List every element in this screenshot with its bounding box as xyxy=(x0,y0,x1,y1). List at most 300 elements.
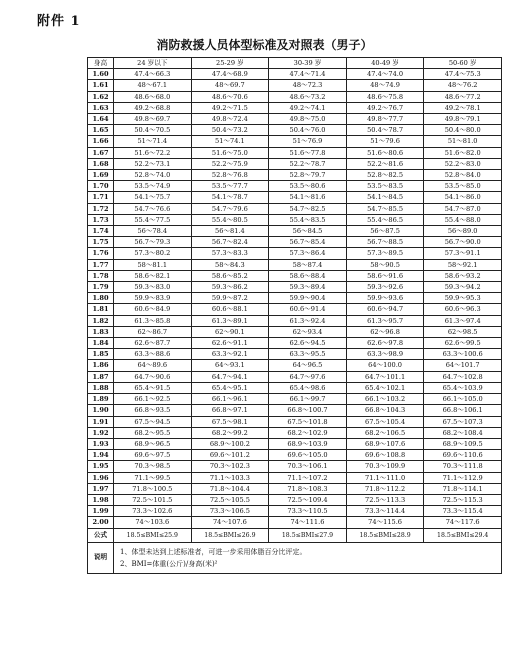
table-row xyxy=(88,181,502,192)
table-row xyxy=(88,80,502,91)
table-row xyxy=(88,427,502,438)
table-row xyxy=(88,69,502,80)
weight-range-cell: 65.4～102.1 xyxy=(346,382,424,393)
notes-row xyxy=(88,542,502,573)
table-row xyxy=(88,360,502,371)
weight-range-cell: 59.9～87.2 xyxy=(191,293,269,304)
table-row xyxy=(88,416,502,427)
weight-range-cell: 66.1～105.0 xyxy=(424,394,502,405)
weight-range-cell: 50.4～80.0 xyxy=(424,125,502,136)
weight-range-cell: 66.8～106.1 xyxy=(424,405,502,416)
weight-range-cell: 71.8～100.5 xyxy=(114,483,192,494)
weight-range-cell: 60.6～96.3 xyxy=(424,304,502,315)
weight-range-cell: 52.2～78.7 xyxy=(269,158,347,169)
weight-range-cell: 62.6～99.5 xyxy=(424,338,502,349)
weight-range-cell: 54.1～86.0 xyxy=(424,192,502,203)
weight-range-cell: 54.1～84.5 xyxy=(346,192,424,203)
weight-range-cell: 58～90.5 xyxy=(346,259,424,270)
height-cell: 1.85 xyxy=(88,349,114,360)
table-row xyxy=(88,349,502,360)
weight-range-cell: 48.6～73.2 xyxy=(269,91,347,102)
weight-range-cell: 68.9～103.9 xyxy=(269,438,347,449)
weight-range-cell: 47.4～74.0 xyxy=(346,69,424,80)
weight-range-cell: 59.9～93.6 xyxy=(346,293,424,304)
weight-range-cell: 62.6～97.8 xyxy=(346,338,424,349)
height-cell: 1.78 xyxy=(88,270,114,281)
weight-range-cell: 67.5～94.5 xyxy=(114,416,192,427)
table-row xyxy=(88,102,502,113)
height-cell: 1.99 xyxy=(88,506,114,517)
weight-range-cell: 64～100.0 xyxy=(346,360,424,371)
table-row xyxy=(88,214,502,225)
height-cell: 1.63 xyxy=(88,102,114,113)
weight-range-cell: 70.3～106.1 xyxy=(269,461,347,472)
weight-range-cell: 60.6～88.1 xyxy=(191,304,269,315)
weight-range-cell: 74～103.6 xyxy=(114,517,192,528)
header-age-25-29: 25-29 岁 xyxy=(191,58,269,69)
table-row xyxy=(88,237,502,248)
weight-range-cell: 64～89.6 xyxy=(114,360,192,371)
body-standard-table xyxy=(87,57,502,574)
weight-range-cell: 68.9～109.5 xyxy=(424,438,502,449)
table-row xyxy=(88,158,502,169)
weight-range-cell: 67.5～107.3 xyxy=(424,416,502,427)
formula-row xyxy=(88,528,502,542)
table-row xyxy=(88,326,502,337)
height-cell: 1.65 xyxy=(88,125,114,136)
weight-range-cell: 64.7～101.1 xyxy=(346,371,424,382)
height-cell: 1.96 xyxy=(88,472,114,483)
weight-range-cell: 60.6～84.9 xyxy=(114,304,192,315)
height-cell: 1.93 xyxy=(88,438,114,449)
height-cell: 1.86 xyxy=(88,360,114,371)
formula-cell: 18.5≤BMI≤25.9 xyxy=(114,528,192,542)
weight-range-cell: 55.4～77.5 xyxy=(114,214,192,225)
weight-range-cell: 47.4～66.3 xyxy=(114,69,192,80)
weight-range-cell: 62.6～91.1 xyxy=(191,338,269,349)
height-cell: 1.74 xyxy=(88,226,114,237)
table-row xyxy=(88,315,502,326)
height-cell: 1.67 xyxy=(88,147,114,158)
weight-range-cell: 74～117.6 xyxy=(424,517,502,528)
weight-range-cell: 69.6～101.2 xyxy=(191,450,269,461)
weight-range-cell: 73.3～115.4 xyxy=(424,506,502,517)
weight-range-cell: 68.9～107.6 xyxy=(346,438,424,449)
weight-range-cell: 51～81.0 xyxy=(424,136,502,147)
weight-range-cell: 49.2～68.8 xyxy=(114,102,192,113)
height-cell: 1.90 xyxy=(88,405,114,416)
weight-range-cell: 66.8～93.5 xyxy=(114,405,192,416)
weight-range-cell: 71.1～103.3 xyxy=(191,472,269,483)
table-row xyxy=(88,282,502,293)
height-cell: 1.76 xyxy=(88,248,114,259)
weight-range-cell: 58.6～82.1 xyxy=(114,270,192,281)
weight-range-cell: 73.3～114.4 xyxy=(346,506,424,517)
weight-range-cell: 51.6～77.8 xyxy=(269,147,347,158)
height-cell: 1.88 xyxy=(88,382,114,393)
table-row xyxy=(88,438,502,449)
weight-range-cell: 59.3～94.2 xyxy=(424,282,502,293)
weight-range-cell: 51.6～75.0 xyxy=(191,147,269,158)
weight-range-cell: 63.3～95.5 xyxy=(269,349,347,360)
weight-range-cell: 59.3～92.6 xyxy=(346,282,424,293)
weight-range-cell: 52.8～79.7 xyxy=(269,170,347,181)
weight-range-cell: 49.2～78.1 xyxy=(424,102,502,113)
weight-range-cell: 52.2～75.9 xyxy=(191,158,269,169)
weight-range-cell: 54.7～76.6 xyxy=(114,203,192,214)
weight-range-cell: 56～84.5 xyxy=(269,226,347,237)
weight-range-cell: 61.3～85.8 xyxy=(114,315,192,326)
table-row xyxy=(88,450,502,461)
height-cell: 1.64 xyxy=(88,114,114,125)
weight-range-cell: 62～90.1 xyxy=(191,326,269,337)
weight-range-cell: 64.7～90.6 xyxy=(114,371,192,382)
weight-range-cell: 72.5～109.4 xyxy=(269,494,347,505)
weight-range-cell: 64～96.5 xyxy=(269,360,347,371)
header-age-under-24: 24 岁以下 xyxy=(114,58,192,69)
height-cell: 1.72 xyxy=(88,203,114,214)
weight-range-cell: 65.4～91.5 xyxy=(114,382,192,393)
weight-range-cell: 71.8～104.4 xyxy=(191,483,269,494)
weight-range-cell: 68.9～96.5 xyxy=(114,438,192,449)
weight-range-cell: 65.4～95.1 xyxy=(191,382,269,393)
header-age-50-60: 50-60 岁 xyxy=(424,58,502,69)
formula-cell: 18.5≤BMI≤29.4 xyxy=(424,528,502,542)
weight-range-cell: 73.3～106.5 xyxy=(191,506,269,517)
weight-range-cell: 50.4～76.0 xyxy=(269,125,347,136)
table-header-row xyxy=(88,58,502,69)
weight-range-cell: 48～69.7 xyxy=(191,80,269,91)
weight-range-cell: 66.1～99.7 xyxy=(269,394,347,405)
weight-range-cell: 61.3～92.4 xyxy=(269,315,347,326)
weight-range-cell: 68.2～108.4 xyxy=(424,427,502,438)
weight-range-cell: 50.4～73.2 xyxy=(191,125,269,136)
weight-range-cell: 52.2～73.1 xyxy=(114,158,192,169)
table-row xyxy=(88,203,502,214)
height-cell: 1.70 xyxy=(88,181,114,192)
weight-range-cell: 56.7～79.3 xyxy=(114,237,192,248)
weight-range-cell: 62.6～87.7 xyxy=(114,338,192,349)
table-row xyxy=(88,226,502,237)
weight-range-cell: 58～81.1 xyxy=(114,259,192,270)
formula-cell: 18.5≤BMI≤26.9 xyxy=(191,528,269,542)
weight-range-cell: 54.1～75.7 xyxy=(114,192,192,203)
height-cell: 1.98 xyxy=(88,494,114,505)
weight-range-cell: 61.3～89.1 xyxy=(191,315,269,326)
table-body xyxy=(88,69,502,528)
weight-range-cell: 54.7～82.5 xyxy=(269,203,347,214)
height-cell: 1.71 xyxy=(88,192,114,203)
table-row xyxy=(88,472,502,483)
weight-range-cell: 48～76.2 xyxy=(424,80,502,91)
weight-range-cell: 59.3～89.4 xyxy=(269,282,347,293)
weight-range-cell: 54.7～85.5 xyxy=(346,203,424,214)
table-row xyxy=(88,338,502,349)
table-row xyxy=(88,394,502,405)
weight-range-cell: 47.4～68.9 xyxy=(191,69,269,80)
table-row xyxy=(88,248,502,259)
weight-range-cell: 62～93.4 xyxy=(269,326,347,337)
weight-range-cell: 59.3～83.0 xyxy=(114,282,192,293)
formula-cell: 18.5≤BMI≤28.9 xyxy=(346,528,424,542)
weight-range-cell: 64.7～97.6 xyxy=(269,371,347,382)
weight-range-cell: 68.2～95.5 xyxy=(114,427,192,438)
weight-range-cell: 61.3～95.7 xyxy=(346,315,424,326)
weight-range-cell: 51.6～72.2 xyxy=(114,147,192,158)
weight-range-cell: 69.6～105.0 xyxy=(269,450,347,461)
weight-range-cell: 71.8～112.2 xyxy=(346,483,424,494)
weight-range-cell: 50.4～70.5 xyxy=(114,125,192,136)
height-cell: 1.87 xyxy=(88,371,114,382)
weight-range-cell: 56.7～85.4 xyxy=(269,237,347,248)
weight-range-cell: 51～74.1 xyxy=(191,136,269,147)
weight-range-cell: 58～87.4 xyxy=(269,259,347,270)
weight-range-cell: 71.1～99.5 xyxy=(114,472,192,483)
weight-range-cell: 55.4～83.5 xyxy=(269,214,347,225)
weight-range-cell: 49.2～76.7 xyxy=(346,102,424,113)
weight-range-cell: 52.2～81.6 xyxy=(346,158,424,169)
weight-range-cell: 68.2～102.9 xyxy=(269,427,347,438)
weight-range-cell: 63.3～92.1 xyxy=(191,349,269,360)
weight-range-cell: 54.7～87.0 xyxy=(424,203,502,214)
table-row xyxy=(88,125,502,136)
weight-range-cell: 73.3～110.5 xyxy=(269,506,347,517)
weight-range-cell: 56～87.5 xyxy=(346,226,424,237)
table-row xyxy=(88,91,502,102)
weight-range-cell: 53.5～85.0 xyxy=(424,181,502,192)
table-row xyxy=(88,483,502,494)
document-title: 消防救援人员体型标准及对照表（男子） xyxy=(156,38,373,52)
weight-range-cell: 68.9～100.2 xyxy=(191,438,269,449)
weight-range-cell: 47.4～71.4 xyxy=(269,69,347,80)
weight-range-cell: 68.2～99.2 xyxy=(191,427,269,438)
table-row xyxy=(88,147,502,158)
weight-range-cell: 52.8～74.0 xyxy=(114,170,192,181)
weight-range-cell: 74～115.6 xyxy=(346,517,424,528)
weight-range-cell: 49.8～69.7 xyxy=(114,114,192,125)
table-row xyxy=(88,192,502,203)
weight-range-cell: 56～78.4 xyxy=(114,226,192,237)
weight-range-cell: 48～67.1 xyxy=(114,80,192,91)
weight-range-cell: 71.8～114.1 xyxy=(424,483,502,494)
header-age-30-39: 30-39 岁 xyxy=(269,58,347,69)
weight-range-cell: 48.6～77.2 xyxy=(424,91,502,102)
weight-range-cell: 72.5～113.3 xyxy=(346,494,424,505)
weight-range-cell: 53.5～83.5 xyxy=(346,181,424,192)
table-row xyxy=(88,114,502,125)
formula-cell: 18.5≤BMI≤27.9 xyxy=(269,528,347,542)
weight-range-cell: 71.1～111.0 xyxy=(346,472,424,483)
height-cell: 1.75 xyxy=(88,237,114,248)
weight-range-cell: 51.6～82.0 xyxy=(424,147,502,158)
table-row xyxy=(88,259,502,270)
weight-range-cell: 56.7～90.0 xyxy=(424,237,502,248)
weight-range-cell: 59.9～95.3 xyxy=(424,293,502,304)
weight-range-cell: 67.5～98.1 xyxy=(191,416,269,427)
weight-range-cell: 49.8～79.1 xyxy=(424,114,502,125)
height-cell: 1.79 xyxy=(88,282,114,293)
weight-range-cell: 48.6～75.8 xyxy=(346,91,424,102)
weight-range-cell: 51～79.6 xyxy=(346,136,424,147)
weight-range-cell: 58.6～88.4 xyxy=(269,270,347,281)
weight-range-cell: 47.4～75.3 xyxy=(424,69,502,80)
weight-range-cell: 57.3～91.1 xyxy=(424,248,502,259)
weight-range-cell: 62.6～94.5 xyxy=(269,338,347,349)
table-row xyxy=(88,506,502,517)
weight-range-cell: 55.4～88.0 xyxy=(424,214,502,225)
table-row xyxy=(88,293,502,304)
height-cell: 1.66 xyxy=(88,136,114,147)
weight-range-cell: 57.3～89.5 xyxy=(346,248,424,259)
weight-range-cell: 58.6～91.6 xyxy=(346,270,424,281)
weight-range-cell: 54.1～81.6 xyxy=(269,192,347,203)
weight-range-cell: 67.5～101.8 xyxy=(269,416,347,427)
weight-range-cell: 56～81.4 xyxy=(191,226,269,237)
height-cell: 2.00 xyxy=(88,517,114,528)
weight-range-cell: 58.6～85.2 xyxy=(191,270,269,281)
weight-range-cell: 62～96.8 xyxy=(346,326,424,337)
table-row xyxy=(88,494,502,505)
weight-range-cell: 48～74.9 xyxy=(346,80,424,91)
weight-range-cell: 49.8～75.0 xyxy=(269,114,347,125)
weight-range-cell: 49.8～77.7 xyxy=(346,114,424,125)
table-row xyxy=(88,270,502,281)
table-row xyxy=(88,405,502,416)
weight-range-cell: 48.6～68.0 xyxy=(114,91,192,102)
weight-range-cell: 65.4～98.6 xyxy=(269,382,347,393)
height-cell: 1.80 xyxy=(88,293,114,304)
weight-range-cell: 63.3～88.6 xyxy=(114,349,192,360)
weight-range-cell: 54.1～78.7 xyxy=(191,192,269,203)
weight-range-cell: 63.3～98.9 xyxy=(346,349,424,360)
formula-label: 公式 xyxy=(88,528,114,542)
weight-range-cell: 65.4～103.9 xyxy=(424,382,502,393)
weight-range-cell: 51.6～80.6 xyxy=(346,147,424,158)
weight-range-cell: 53.5～77.7 xyxy=(191,181,269,192)
table-row xyxy=(88,517,502,528)
weight-range-cell: 70.3～111.8 xyxy=(424,461,502,472)
weight-range-cell: 56.7～82.4 xyxy=(191,237,269,248)
weight-range-cell: 72.5～101.5 xyxy=(114,494,192,505)
weight-range-cell: 64.7～94.1 xyxy=(191,371,269,382)
height-cell: 1.84 xyxy=(88,338,114,349)
weight-range-cell: 70.3～102.3 xyxy=(191,461,269,472)
weight-range-cell: 49.8～72.4 xyxy=(191,114,269,125)
weight-range-cell: 62～86.7 xyxy=(114,326,192,337)
table-row xyxy=(88,382,502,393)
table-row xyxy=(88,304,502,315)
weight-range-cell: 51～71.4 xyxy=(114,136,192,147)
weight-range-cell: 66.8～104.3 xyxy=(346,405,424,416)
height-cell: 1.62 xyxy=(88,91,114,102)
weight-range-cell: 66.8～97.1 xyxy=(191,405,269,416)
height-cell: 1.69 xyxy=(88,170,114,181)
weight-range-cell: 56.7～88.5 xyxy=(346,237,424,248)
weight-range-cell: 49.2～74.1 xyxy=(269,102,347,113)
weight-range-cell: 74～111.6 xyxy=(269,517,347,528)
weight-range-cell: 54.7～79.6 xyxy=(191,203,269,214)
weight-range-cell: 48～72.3 xyxy=(269,80,347,91)
weight-range-cell: 55.4～86.5 xyxy=(346,214,424,225)
header-age-40-49: 40-49 岁 xyxy=(346,58,424,69)
weight-range-cell: 69.6～97.5 xyxy=(114,450,192,461)
weight-range-cell: 71.1～112.9 xyxy=(424,472,502,483)
weight-range-cell: 53.5～80.6 xyxy=(269,181,347,192)
weight-range-cell: 58～84.3 xyxy=(191,259,269,270)
height-cell: 1.60 xyxy=(88,69,114,80)
weight-range-cell: 56～89.0 xyxy=(424,226,502,237)
weight-range-cell: 57.3～80.2 xyxy=(114,248,192,259)
header-height: 身高 xyxy=(88,58,114,69)
height-cell: 1.73 xyxy=(88,214,114,225)
weight-range-cell: 69.6～108.8 xyxy=(346,450,424,461)
weight-range-cell: 59.9～83.9 xyxy=(114,293,192,304)
weight-range-cell: 55.4～80.5 xyxy=(191,214,269,225)
weight-range-cell: 69.6～110.6 xyxy=(424,450,502,461)
height-cell: 1.81 xyxy=(88,304,114,315)
weight-range-cell: 50.4～78.7 xyxy=(346,125,424,136)
notes-content xyxy=(114,542,502,573)
weight-range-cell: 72.5～115.3 xyxy=(424,494,502,505)
weight-range-cell: 58.6～93.2 xyxy=(424,270,502,281)
weight-range-cell: 57.3～83.3 xyxy=(191,248,269,259)
height-cell: 1.97 xyxy=(88,483,114,494)
note-line-2: 2、BMI=体重(公斤)/身高(米)² xyxy=(120,559,218,568)
weight-range-cell: 67.5～105.4 xyxy=(346,416,424,427)
weight-range-cell: 73.3～102.6 xyxy=(114,506,192,517)
weight-range-cell: 52.8～76.8 xyxy=(191,170,269,181)
weight-range-cell: 51～76.9 xyxy=(269,136,347,147)
weight-range-cell: 61.3～97.4 xyxy=(424,315,502,326)
weight-range-cell: 72.5～105.5 xyxy=(191,494,269,505)
attachment-label: 附件 1 xyxy=(37,14,81,29)
height-cell: 1.89 xyxy=(88,394,114,405)
weight-range-cell: 49.2～71.5 xyxy=(191,102,269,113)
table-row xyxy=(88,371,502,382)
weight-range-cell: 66.1～92.5 xyxy=(114,394,192,405)
weight-range-cell: 70.3～109.9 xyxy=(346,461,424,472)
weight-range-cell: 52.2～83.0 xyxy=(424,158,502,169)
height-cell: 1.82 xyxy=(88,315,114,326)
weight-range-cell: 60.6～94.7 xyxy=(346,304,424,315)
weight-range-cell: 62～98.5 xyxy=(424,326,502,337)
weight-range-cell: 68.2～106.5 xyxy=(346,427,424,438)
weight-range-cell: 70.3～98.5 xyxy=(114,461,192,472)
weight-range-cell: 48.6～70.6 xyxy=(191,91,269,102)
weight-range-cell: 64～101.7 xyxy=(424,360,502,371)
height-cell: 1.95 xyxy=(88,461,114,472)
weight-range-cell: 64.7～102.8 xyxy=(424,371,502,382)
table-row xyxy=(88,170,502,181)
weight-range-cell: 57.3～86.4 xyxy=(269,248,347,259)
weight-range-cell: 52.8～82.5 xyxy=(346,170,424,181)
table-row xyxy=(88,461,502,472)
height-cell: 1.83 xyxy=(88,326,114,337)
notes-label: 说明 xyxy=(88,542,114,573)
weight-range-cell: 66.1～96.1 xyxy=(191,394,269,405)
weight-range-cell: 59.3～86.2 xyxy=(191,282,269,293)
height-cell: 1.92 xyxy=(88,427,114,438)
weight-range-cell: 58～92.1 xyxy=(424,259,502,270)
weight-range-cell: 60.6～91.4 xyxy=(269,304,347,315)
height-cell: 1.61 xyxy=(88,80,114,91)
note-line-1: 1、体型未达到上述标准者，可进一步采用体脂百分比评定。 xyxy=(120,547,307,556)
height-cell: 1.91 xyxy=(88,416,114,427)
weight-range-cell: 74～107.6 xyxy=(191,517,269,528)
weight-range-cell: 66.1～103.2 xyxy=(346,394,424,405)
weight-range-cell: 59.9～90.4 xyxy=(269,293,347,304)
height-cell: 1.94 xyxy=(88,450,114,461)
